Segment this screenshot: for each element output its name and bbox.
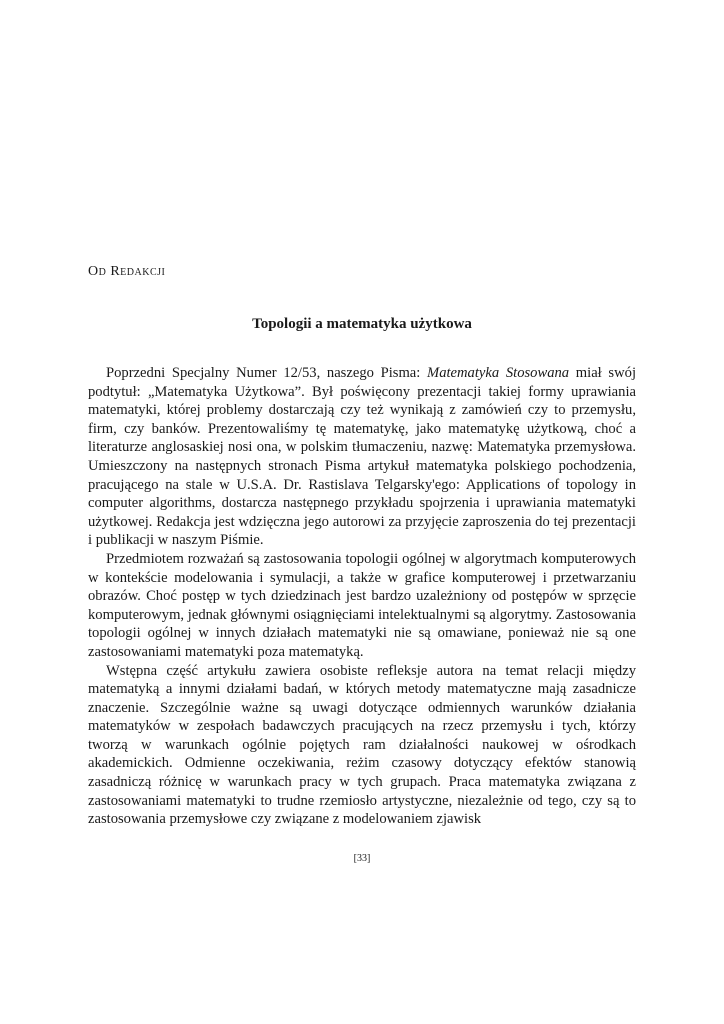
section-label	[88, 264, 165, 280]
paragraph-3	[88, 662, 636, 829]
paragraph-1-run-3: miał swój podtytuł: „Matematyka Użytkowa”. Był poświęcony prezentacji takiej formy uprawiania matematyki, której problemy dostarczają czy też wynikają z zamówień czy to przemysłu, firm, czy banków. Prezentowaliśmy tę matematykę, jako matematykę użytkową, choć a literaturze anglosaskiej nosi ona, w polskim tłumaczeniu, nazwę: Matematyka przemysłowa. Umieszczony na następnych stronach Pisma artykuł matematyka polskiego pochodzenia, pracującego na stale w U.S.A. Dr. Rastislava Telgarsky'ego: Applications of topology in computer algorithms, dostarcza następnego przykładu spojrzenia i uprawiania matematyki użytkowej. Redakcja jest wdzięczna jego autorowi za przyjęcie zaproszenia do tej prezentacji i publikacji w naszym Piśmie.	[88, 365, 637, 549]
paragraph-2-run-1: Przedmiotem rozważań są zastosowania topologii ogólnej w algorytmach komputerowych w kontekście modelowania i symulacji, a także w grafice komputerowej i przetwarzaniu obrazów. Choć postęp w tych dziedzinach jest bardzo uzależniony od postępów w sprzęcie komputerowym, jednak głównymi osiągnięciami intelektualnymi są algorytmy. Zastosowania topologii ogólnej w innych działach matematyki nie są omawiane, ponieważ nie są one zastosowaniami matematyki poza matematyką.	[88, 550, 636, 660]
page-number: [33]	[353, 853, 371, 864]
article-title: Topologii a matematyka użytkowa	[252, 316, 472, 332]
paragraph-1-run-2-italic: Matematyka Stosowana	[427, 365, 570, 381]
article-body	[88, 364, 636, 829]
paragraph-1	[88, 364, 636, 550]
section-label-text: Od Redakcji	[88, 264, 166, 279]
paragraph-2	[88, 550, 636, 662]
paragraph-3-run-1: Wstępna część artykułu zawiera osobiste refleksje autora na temat relacji między matematyką a innymi działami badań, w których metody matematyczne mają zasadnicze znaczenie. Szczególnie ważne są uwagi dotyczące odmiennych warunków działania matematyków w zespołach badawczych pracujących na rzecz przemysłu i tych, którzy tworzą w warunkach ogólnie pojętych ram działalności naukowej w ośrodkach akademickich. Odmienne oczekiwania, reżim czasowy dotyczący efektów stanowią zasadniczą różnicę w warunkach pracy w tych grupach. Praca matematyka związana z zastosowaniami matematyki to trudne rzemiosło artystyczne, niezależnie od tego, czy są to zastosowania przemysłowe czy związane z modelowaniem zjawisk	[88, 662, 636, 828]
paragraph-1-run-1: Poprzedni Specjalny Numer 12/53, naszego Pisma:	[106, 365, 428, 381]
